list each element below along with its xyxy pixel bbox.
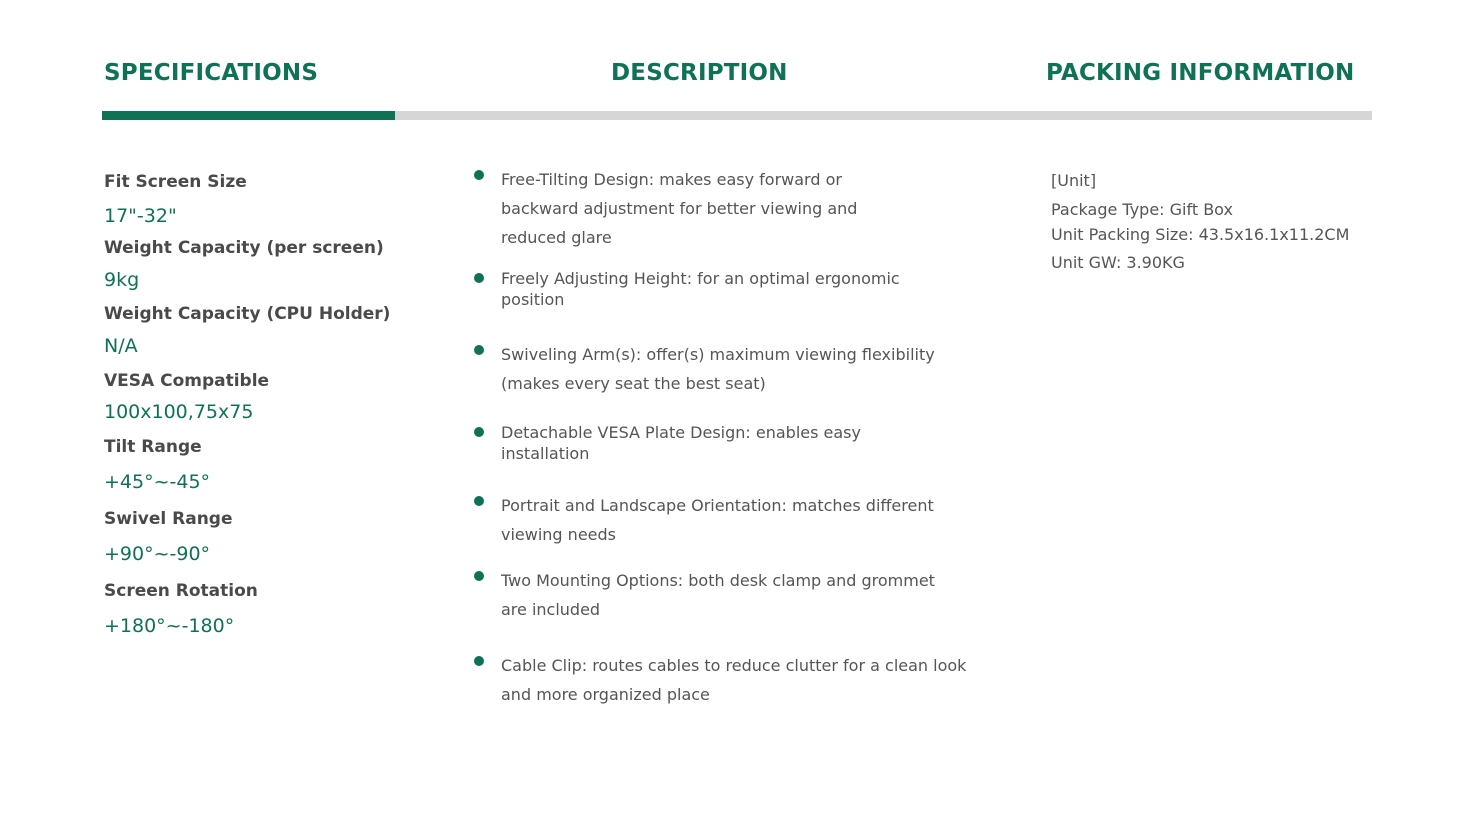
- bullet-dot-icon: [474, 656, 484, 666]
- description-item: [501, 340, 961, 398]
- packing-unit-gw: Unit GW: 3.90KG: [1051, 253, 1185, 272]
- spec-value: +90°~-90°: [104, 543, 211, 565]
- section-divider-bar: [102, 111, 1372, 120]
- bullet-dot-icon: [474, 345, 484, 355]
- spec-label: Fit Screen Size: [104, 172, 247, 192]
- spec-label: Swivel Range: [104, 509, 233, 529]
- spec-value: 9kg: [104, 269, 140, 291]
- description-line: installation: [501, 444, 590, 463]
- spec-value: N/A: [104, 335, 138, 357]
- header-specifications: SPECIFICATIONS: [104, 60, 319, 86]
- description-line: Portrait and Landscape Orientation: matches different: [501, 496, 934, 515]
- spec-label: Screen Rotation: [104, 581, 258, 601]
- description-item: [501, 165, 961, 252]
- description-item: [501, 422, 961, 464]
- description-line: Freely Adjusting Height: for an optimal ergonomic: [501, 269, 900, 288]
- description-line: Swiveling Arm(s): offer(s) maximum viewing flexibility: [501, 345, 935, 364]
- description-line: are included: [501, 600, 601, 619]
- section-divider-highlight: [102, 111, 395, 120]
- spec-value: 100x100,75x75: [104, 401, 254, 423]
- description-line: (makes every seat the best seat): [501, 374, 766, 393]
- packing-unit-size: Unit Packing Size: 43.5x16.1x11.2CM: [1051, 225, 1350, 244]
- description-line: Free-Tilting Design: makes easy forward or: [501, 170, 842, 189]
- packing-unit-heading: [Unit]: [1051, 171, 1097, 190]
- description-item: [501, 566, 961, 624]
- description-line: reduced glare: [501, 228, 612, 247]
- description-line: backward adjustment for better viewing and: [501, 199, 858, 218]
- bullet-dot-icon: [474, 170, 484, 180]
- bullet-dot-icon: [474, 496, 484, 506]
- bullet-dot-icon: [474, 427, 484, 437]
- description-item: [501, 651, 967, 709]
- description-line: Cable Clip: routes cables to reduce clutter for a clean look: [501, 656, 967, 675]
- description-item: [501, 491, 961, 549]
- description-item: [501, 268, 961, 310]
- header-description: DESCRIPTION: [611, 60, 788, 86]
- packing-package-type: Package Type: Gift Box: [1051, 200, 1233, 219]
- description-line: and more organized place: [501, 685, 710, 704]
- spec-value: +45°~-45°: [104, 471, 211, 493]
- spec-label: Weight Capacity (per screen): [104, 238, 384, 258]
- spec-label: Weight Capacity (CPU Holder): [104, 304, 391, 324]
- spec-value: +180°~-180°: [104, 615, 235, 637]
- description-line: position: [501, 290, 565, 309]
- spec-label: Tilt Range: [104, 437, 202, 457]
- description-line: Detachable VESA Plate Design: enables easy: [501, 423, 861, 442]
- description-line: viewing needs: [501, 525, 616, 544]
- header-packing-information: PACKING INFORMATION: [1046, 60, 1355, 86]
- spec-value: 17"-32": [104, 205, 177, 227]
- description-line: Two Mounting Options: both desk clamp and grommet: [501, 571, 935, 590]
- bullet-dot-icon: [474, 273, 484, 283]
- bullet-dot-icon: [474, 571, 484, 581]
- spec-label: VESA Compatible: [104, 371, 270, 391]
